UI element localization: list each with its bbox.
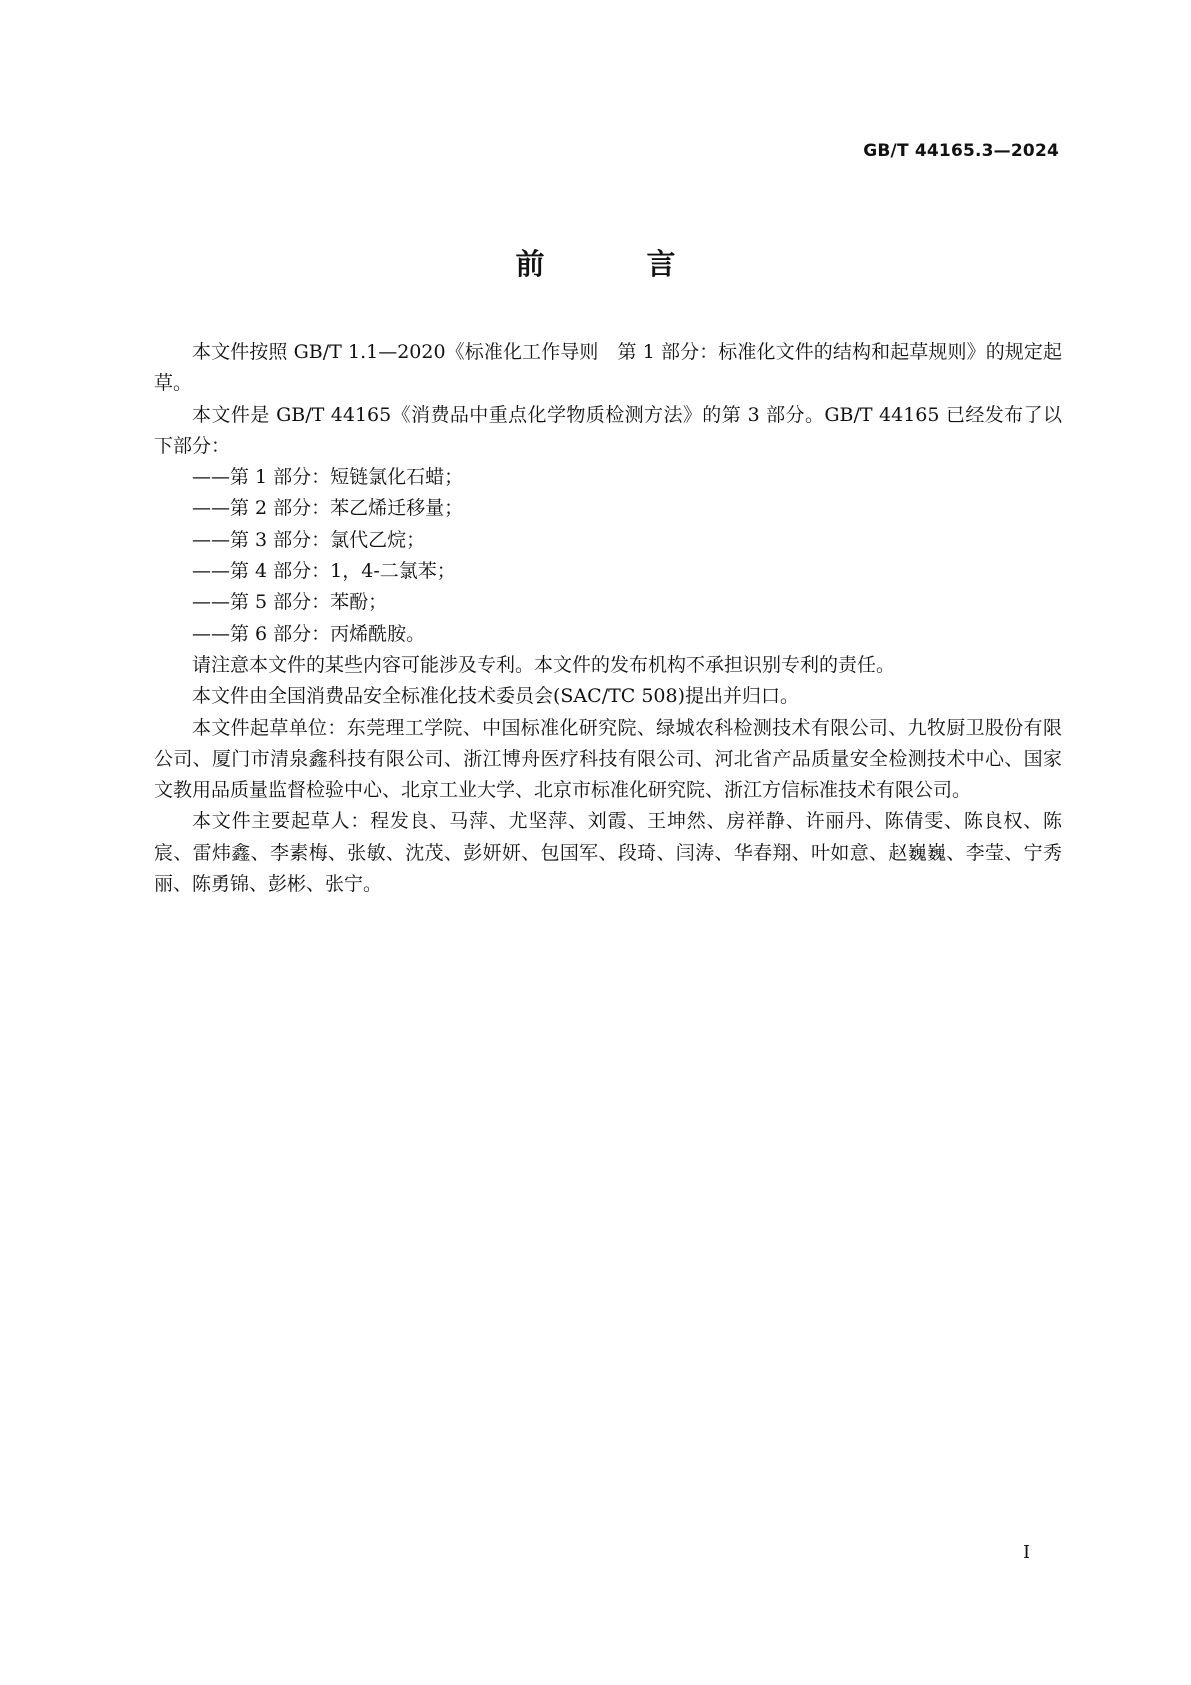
list-item: ——第 3 部分：氯代乙烷； [192, 528, 426, 551]
document-code: GB/T 44165.3—2024 [863, 141, 1059, 161]
list-item: ——第 1 部分：短链氯化石蜡； [192, 466, 464, 489]
list-item: ——第 5 部分：苯酚； [192, 591, 388, 614]
list-item: ——第 6 部分：丙烯酰胺。 [192, 622, 426, 645]
paragraph-part-info: 本文件是 GB/T 44165《消费品中重点化学物质检测方法》的第 3 部分。GB/T 44165 已经发布了以下部分： [154, 403, 1062, 457]
paragraph-drafters: 本文件主要起草人：程发良、马萍、尤坚萍、刘霞、王坤然、房祥静、许丽丹、陈倩雯、陈良权、陈宸、雷炜鑫、李素梅、张敏、沈茂、彭妍妍、包国军、段琦、闫涛、华春翔、叶如意、赵巍巍、李莹、宁秀丽、陈勇锦、彭彬、张宁。 [154, 810, 1062, 896]
paragraph-drafting-rules: 本文件按照 GB/T 1.1—2020《标准化工作导则 第 1 部分：标准化文件的结构和起草规则》的规定起草。 [154, 341, 1062, 395]
paragraph-proposer: 本文件由全国消费品安全标准化技术委员会(SAC/TC 508)提出并归口。 [192, 685, 800, 708]
parts-list [154, 462, 1062, 650]
page-title: 前 言 [515, 247, 722, 281]
paragraph-patent-notice: 请注意本文件的某些内容可能涉及专利。本文件的发布机构不承担识别专利的责任。 [192, 653, 896, 676]
paragraph-drafting-units: 本文件起草单位：东莞理工学院、中国标准化研究院、绿城农科检测技术有限公司、九牧厨卫股份有限公司、厦门市清泉鑫科技有限公司、浙江博舟医疗科技有限公司、河北省产品质量安全检测技术中心、国家文教用品质量监督检验中心、北京工业大学、北京市标准化研究院、浙江方信标准技术有限公司。 [154, 716, 1062, 802]
list-item: ——第 2 部分：苯乙烯迁移量； [192, 497, 464, 520]
page-number: I [1023, 1542, 1031, 1563]
foreword-body [154, 337, 1062, 900]
list-item: ——第 4 部分：1，4-二氯苯； [192, 560, 456, 583]
